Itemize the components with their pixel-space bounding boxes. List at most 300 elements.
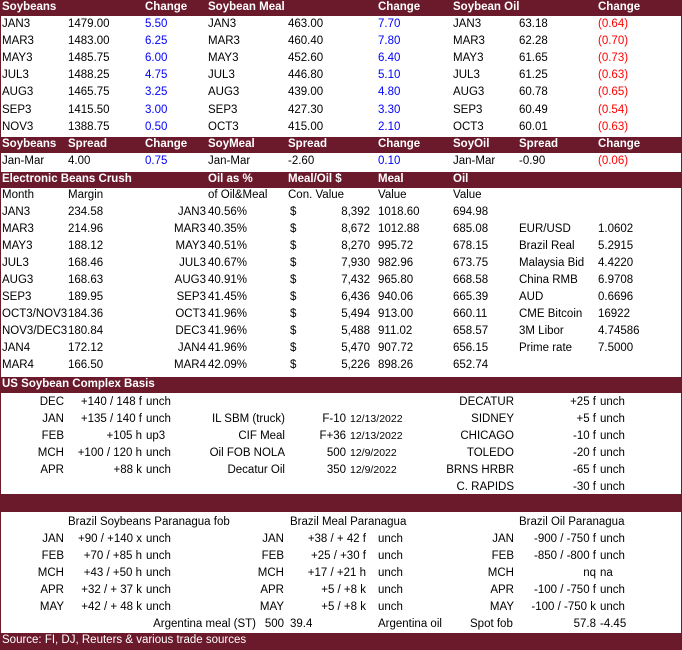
crush-margin: 172.12 xyxy=(68,342,104,354)
location-basis: +25 f xyxy=(570,396,596,408)
market-value: 7.5000 xyxy=(598,342,634,354)
oil-share: 40.35% xyxy=(208,223,248,235)
product-label: IL SBM (truck) xyxy=(211,413,285,425)
basis-change: unch xyxy=(146,464,171,476)
brazil-oil-value: -100 / -750 f xyxy=(533,584,596,596)
oil-value: 673.75 xyxy=(453,257,489,269)
crush-row xyxy=(0,205,682,222)
product-label: Decatur Oil xyxy=(227,464,285,476)
meal-month: MAR3 xyxy=(208,35,240,48)
oil-value: 665.39 xyxy=(453,291,489,303)
location-label: SIDNEY xyxy=(471,413,514,425)
crush-month-2: JAN3 xyxy=(177,206,206,218)
brazil-row xyxy=(0,566,682,583)
header-cell: Meal xyxy=(378,173,404,185)
soybeans-spread-month: Jan-Mar xyxy=(2,155,45,167)
brazil-oil-value: -100 / -750 k xyxy=(531,601,596,613)
basis-value: +135 / 140 f xyxy=(80,413,142,425)
crush-margin: 168.63 xyxy=(68,274,104,286)
soybeans-month: NOV3 xyxy=(2,120,34,133)
oil-share: 40.67% xyxy=(208,257,248,269)
meal-price: 446.80 xyxy=(288,69,324,82)
soybeans-change: 5.50 xyxy=(145,18,168,30)
currency-sign: $ xyxy=(290,257,297,269)
oil-price: 60.49 xyxy=(519,103,548,116)
brazil-oil-value: -900 / -750 f xyxy=(533,533,596,545)
meal-change: 7.70 xyxy=(378,18,401,30)
crush-row xyxy=(0,358,682,375)
market-value: 16922 xyxy=(598,308,630,320)
soybeans-change: 3.00 xyxy=(145,103,168,116)
con-value: 7,930 xyxy=(341,257,370,269)
crush-month-2: DEC3 xyxy=(175,325,206,337)
basis-month: FEB xyxy=(41,430,64,442)
oil-month: JUL3 xyxy=(453,69,480,82)
soybeans-month: JAN3 xyxy=(2,18,31,30)
meal-price: 439.00 xyxy=(288,86,324,99)
header-cell: Change xyxy=(378,138,421,150)
market-value: 0.6696 xyxy=(598,291,634,303)
meal-change: 7.80 xyxy=(378,35,401,48)
argentina-oil-v2: -4.45 xyxy=(600,618,627,630)
soybeans-change: 4.75 xyxy=(145,69,168,82)
market-label: 3M Libor xyxy=(519,325,564,337)
basis-value: +88 k xyxy=(113,464,142,476)
oil-change: (0.63) xyxy=(598,120,629,133)
oil-month: OCT3 xyxy=(453,120,484,133)
futures-header xyxy=(0,0,682,16)
oil-change: (0.63) xyxy=(598,69,629,82)
location-label: CHICAGO xyxy=(460,430,514,442)
crush-margin: 180.84 xyxy=(68,325,104,337)
location-basis: -10 f xyxy=(572,430,596,442)
con-value: 5,226 xyxy=(341,359,370,371)
header-cell: Meal/Oil $ xyxy=(288,173,342,185)
product-date: 12/13/2022 xyxy=(350,413,403,425)
soybeans-price: 1479.00 xyxy=(68,18,110,30)
meal-price: 415.00 xyxy=(288,120,324,133)
crush-month: MAY3 xyxy=(2,240,33,252)
market-value: 5.2915 xyxy=(598,240,634,252)
oil-value: 660.11 xyxy=(453,308,488,320)
brazil-soy-month: FEB xyxy=(41,550,64,562)
basis-month: MCH xyxy=(37,447,64,459)
crush-month: MAR3 xyxy=(2,223,34,235)
basis-row xyxy=(0,412,682,429)
con-value: 8,270 xyxy=(341,240,370,252)
con-value: 5,488 xyxy=(341,325,370,337)
soybeans-change: 3.25 xyxy=(145,86,168,99)
crush-month-2: SEP3 xyxy=(176,291,206,303)
product-date: 12/9/2022 xyxy=(350,447,397,459)
header-cell: Change xyxy=(378,1,421,13)
brazil-soy-value: +90 / +140 x xyxy=(78,533,142,545)
oil-price: 63.18 xyxy=(519,18,548,30)
brazil-meal-value: +25 / +30 f xyxy=(311,550,366,562)
crush-month-2: JAN4 xyxy=(177,342,206,354)
con-value: 6,436 xyxy=(341,291,370,303)
soybeans-month: JUL3 xyxy=(2,69,29,82)
basis-row xyxy=(0,395,682,412)
futures-row xyxy=(0,120,682,137)
brazil-meal-value: +17 / +21 h xyxy=(307,567,366,579)
brazil-oil-month: MAY xyxy=(489,601,514,613)
basis-value: +100 / 120 h xyxy=(77,447,142,459)
basis-row xyxy=(0,463,682,480)
location-label: TOLEDO xyxy=(466,447,514,459)
argentina-oil-v1: 57.8 xyxy=(573,618,596,630)
header-cell: Oil xyxy=(453,173,469,185)
brazil-row xyxy=(0,583,682,600)
crush-row xyxy=(0,307,682,324)
oil-price: 60.01 xyxy=(519,120,548,133)
argentina-meal-v2: 39.4 xyxy=(290,618,313,630)
header-cell: Soybean Meal xyxy=(208,1,285,13)
crush-margin: 168.46 xyxy=(68,257,104,269)
basis-change: unch xyxy=(146,413,171,425)
soybeans-price: 1488.25 xyxy=(68,69,110,82)
meal-value: 907.72 xyxy=(378,342,414,354)
meal-value: 911.02 xyxy=(378,325,413,337)
basis-month: APR xyxy=(40,464,64,476)
oil-value: 656.15 xyxy=(453,342,489,354)
brazil-meal-value: +5 / +8 k xyxy=(321,584,366,596)
product-price: 500 xyxy=(326,447,346,459)
location-change: unch xyxy=(600,413,625,425)
oil-value: 694.98 xyxy=(453,206,489,218)
crush-row xyxy=(0,341,682,358)
futures-row xyxy=(0,17,682,34)
oil-price: 60.78 xyxy=(519,86,548,99)
crush-month: OCT3/NOV3 xyxy=(2,308,68,320)
market-label: Malaysia Bid xyxy=(519,257,585,269)
brazil-oil-change: unch xyxy=(600,601,625,613)
meal-price: 460.40 xyxy=(288,35,324,48)
brazil-oil-change: unch xyxy=(600,584,625,596)
oil-price: 61.65 xyxy=(519,52,548,65)
futures-row xyxy=(0,103,682,120)
spread-row xyxy=(0,154,682,171)
oil-share: 40.51% xyxy=(208,240,248,252)
brazil-soy-change: unch xyxy=(146,533,171,545)
subheader-cell: Value xyxy=(378,189,407,201)
brazil-soybeans-title: Brazil Soybeans Paranagua fob xyxy=(68,516,230,528)
market-value: 4.74586 xyxy=(598,325,640,337)
brazil-oil-value: -850 / -800 f xyxy=(533,550,596,562)
brazil-row xyxy=(0,600,682,617)
basis-title: US Soybean Complex Basis xyxy=(2,378,155,390)
brazil-row xyxy=(0,532,682,549)
frame-border xyxy=(0,0,1,650)
meal-value: 995.72 xyxy=(378,240,414,252)
oil-spread-change: (0.06) xyxy=(598,155,629,167)
oil-month: JAN3 xyxy=(453,18,482,30)
location-basis: -65 f xyxy=(572,464,596,476)
subheader-cell: Con. Value xyxy=(288,189,345,201)
oil-value: 685.08 xyxy=(453,223,489,235)
meal-change: 4.80 xyxy=(378,86,401,99)
soybeans-spread-change: 0.75 xyxy=(145,155,168,167)
meal-change: 5.10 xyxy=(378,69,401,82)
header-cell: Soybeans xyxy=(2,1,57,13)
meal-month: SEP3 xyxy=(208,103,238,116)
argentina-oil-label: Argentina oil xyxy=(378,618,442,630)
brazil-soy-value: +42 / + 48 k xyxy=(81,601,142,613)
brazil-soy-change: unch xyxy=(146,550,171,562)
con-value: 5,494 xyxy=(341,308,370,320)
crush-row xyxy=(0,290,682,307)
oil-share: 42.09% xyxy=(208,359,248,371)
soybeans-month: AUG3 xyxy=(2,86,34,99)
location-change: unch xyxy=(600,464,625,476)
futures-row xyxy=(0,34,682,51)
product-price: 350 xyxy=(326,464,346,476)
subheader-cell: Margin xyxy=(68,189,104,201)
oil-share: 40.56% xyxy=(208,206,248,218)
header-cell: Change xyxy=(598,138,641,150)
meal-spread-month: Jan-Mar xyxy=(208,155,251,167)
basis-row xyxy=(0,446,682,463)
meal-value: 982.96 xyxy=(378,257,414,269)
crush-month-2: MAR4 xyxy=(174,359,206,371)
oil-change: (0.65) xyxy=(598,86,629,99)
futures-row xyxy=(0,85,682,102)
brazil-oil-change: unch xyxy=(600,533,625,545)
market-label: Brazil Real xyxy=(519,240,575,252)
meal-spread: -2.60 xyxy=(288,155,315,167)
oil-month: MAY3 xyxy=(453,52,484,65)
location-label: C. RAPIDS xyxy=(456,481,514,493)
soybeans-price: 1415.50 xyxy=(68,103,110,116)
con-value: 5,470 xyxy=(341,342,370,354)
market-label: Prime rate xyxy=(519,342,573,354)
crush-margin: 189.95 xyxy=(68,291,104,303)
futures-row xyxy=(0,51,682,68)
brazil-meal-month: FEB xyxy=(261,550,284,562)
oil-value: 652.74 xyxy=(453,359,489,371)
market-label: AUD xyxy=(519,291,544,303)
oil-value: 678.15 xyxy=(453,240,489,252)
argentina-oil-spot: Spot fob xyxy=(470,618,513,630)
meal-value: 1012.88 xyxy=(378,223,420,235)
subheader-cell: Month xyxy=(2,189,34,201)
crush-month: JUL3 xyxy=(2,257,29,269)
brazil-meal-change: unch xyxy=(378,584,403,596)
oil-share: 41.96% xyxy=(208,342,248,354)
crush-subheader xyxy=(0,188,682,205)
header-cell: Spread xyxy=(519,138,558,150)
oil-share: 40.91% xyxy=(208,274,248,286)
meal-price: 427.30 xyxy=(288,103,324,116)
basis-value: +140 / 148 f xyxy=(80,396,142,408)
soybeans-price: 1483.00 xyxy=(68,35,110,48)
brazil-oil-title: Brazil Oil Paranagua xyxy=(519,516,625,528)
soybeans-change: 6.25 xyxy=(145,35,168,48)
source-footer xyxy=(0,633,682,650)
basis-change: up3 xyxy=(146,430,166,442)
basis-change: unch xyxy=(146,396,171,408)
currency-sign: $ xyxy=(290,342,297,354)
market-label: China RMB xyxy=(519,274,578,286)
meal-month: JAN3 xyxy=(208,18,237,30)
brazil-soy-value: +43 / +50 h xyxy=(83,567,142,579)
crush-row xyxy=(0,324,682,341)
brazil-meal-value: +5 / +8 k xyxy=(321,601,366,613)
location-change: unch xyxy=(600,447,625,459)
crush-month: NOV3/DEC3 xyxy=(2,325,68,337)
oil-month: AUG3 xyxy=(453,86,485,99)
currency-sign: $ xyxy=(290,274,297,286)
basis-row xyxy=(0,429,682,446)
product-price: F-10 xyxy=(322,413,346,425)
brazil-soy-month: APR xyxy=(40,584,64,596)
argentina-meal-label: Argentina meal (ST) xyxy=(153,618,256,630)
basis-month: JAN xyxy=(42,413,64,425)
crush-month-2: JUL3 xyxy=(179,257,206,269)
subheader-cell: of Oil&Meal xyxy=(208,189,268,201)
oil-spread-month: Jan-Mar xyxy=(453,155,496,167)
market-value: 6.9708 xyxy=(598,274,634,286)
market-label: CME Bitcoin xyxy=(519,308,583,320)
meal-price: 452.60 xyxy=(288,52,324,65)
oil-value: 668.58 xyxy=(453,274,489,286)
brazil-oil-change: unch xyxy=(600,550,625,562)
crush-row xyxy=(0,273,682,290)
brazil-soy-value: +32 / + 37 k xyxy=(81,584,142,596)
con-value: 7,432 xyxy=(341,274,370,286)
brazil-soy-month: MCH xyxy=(37,567,64,579)
con-value: 8,672 xyxy=(341,223,370,235)
brazil-soy-value: +70 / +85 h xyxy=(83,550,142,562)
meal-change: 6.40 xyxy=(378,52,401,65)
location-basis: -20 f xyxy=(572,447,596,459)
location-label: DECATUR xyxy=(459,396,514,408)
currency-sign: $ xyxy=(290,223,297,235)
meal-month: AUG3 xyxy=(208,86,240,99)
crush-margin: 166.50 xyxy=(68,359,104,371)
brazil-soy-change: unch xyxy=(146,584,171,596)
meal-value: 965.80 xyxy=(378,274,414,286)
subheader-cell: Value xyxy=(453,189,482,201)
brazil-meal-change: unch xyxy=(378,533,403,545)
brazil-soy-month: MAY xyxy=(39,601,64,613)
crush-margin: 234.58 xyxy=(68,206,104,218)
crush-month: AUG3 xyxy=(2,274,34,286)
brazil-meal-change: unch xyxy=(378,601,403,613)
market-label: EUR/USD xyxy=(519,223,571,235)
argentina-row xyxy=(0,617,682,634)
brazil-meal-month: APR xyxy=(260,584,284,596)
meal-value: 913.00 xyxy=(378,308,414,320)
currency-sign: $ xyxy=(290,308,297,320)
crush-month-2: OCT3 xyxy=(175,308,206,320)
location-label: BRNS HRBR xyxy=(446,464,514,476)
product-label: CIF Meal xyxy=(238,430,285,442)
crush-month: JAN3 xyxy=(2,206,31,218)
basis-change: unch xyxy=(146,447,171,459)
header-cell: Change xyxy=(145,1,188,13)
oil-change: (0.54) xyxy=(598,103,629,116)
header-cell: Change xyxy=(598,1,641,13)
basis-month: DEC xyxy=(39,396,64,408)
header-cell: Electronic Beans Crush xyxy=(2,173,132,185)
meal-value: 898.26 xyxy=(378,359,414,371)
oil-change: (0.73) xyxy=(598,52,629,65)
soybeans-month: MAR3 xyxy=(2,35,34,48)
oil-change: (0.64) xyxy=(598,18,629,30)
currency-sign: $ xyxy=(290,325,297,337)
brazil-oil-month: JAN xyxy=(492,533,514,545)
currency-sign: $ xyxy=(290,359,297,371)
oil-share: 41.96% xyxy=(208,325,248,337)
location-change: unch xyxy=(600,396,625,408)
brazil-oil-month: MCH xyxy=(487,567,514,579)
soybeans-change: 0.50 xyxy=(145,120,168,133)
crush-row xyxy=(0,222,682,239)
oil-month: MAR3 xyxy=(453,35,485,48)
soybeans-change: 6.00 xyxy=(145,52,168,65)
brazil-meal-value: +38 / + 42 f xyxy=(307,533,366,545)
soybeans-spread: 4.00 xyxy=(68,155,91,167)
oil-share: 41.45% xyxy=(208,291,248,303)
meal-change: 2.10 xyxy=(378,120,401,133)
soybeans-price: 1388.75 xyxy=(68,120,110,133)
product-date: 12/9/2022 xyxy=(350,464,397,476)
brazil-oil-month: APR xyxy=(490,584,514,596)
brazil-meal-month: MCH xyxy=(257,567,284,579)
argentina-meal-v1: 500 xyxy=(264,618,284,630)
crush-month-2: MAY3 xyxy=(175,240,206,252)
brazil-meal-title: Brazil Meal Paranagua xyxy=(290,516,407,528)
crush-row xyxy=(0,256,682,273)
brazil-oil-value: nq xyxy=(583,567,596,579)
crush-header xyxy=(0,172,682,188)
source-text: Source: FI, DJ, Reuters & various trade sources xyxy=(2,634,247,646)
market-value: 4.4220 xyxy=(598,257,634,269)
brazil-row xyxy=(0,549,682,566)
brazil-soy-month: JAN xyxy=(42,533,64,545)
meal-price: 463.00 xyxy=(288,18,324,30)
header-cell: Soybeans xyxy=(2,138,57,150)
product-label: Oil FOB NOLA xyxy=(209,447,285,459)
brazil-oil-month: FEB xyxy=(491,550,514,562)
crush-margin: 188.12 xyxy=(68,240,104,252)
currency-sign: $ xyxy=(290,240,297,252)
meal-spread-change: 0.10 xyxy=(378,155,401,167)
crush-margin: 214.96 xyxy=(68,223,104,235)
market-value: 1.0602 xyxy=(598,223,634,235)
soybeans-month: MAY3 xyxy=(2,52,33,65)
oil-price: 61.25 xyxy=(519,69,548,82)
crush-month-2: AUG3 xyxy=(174,274,206,286)
location-change: unch xyxy=(600,481,625,493)
soybeans-month: SEP3 xyxy=(2,103,32,116)
oil-value: 658.57 xyxy=(453,325,489,337)
currency-sign: $ xyxy=(290,291,297,303)
header-cell: Spread xyxy=(68,138,107,150)
header-cell: Change xyxy=(145,138,188,150)
con-value: 8,392 xyxy=(341,206,370,218)
oil-change: (0.70) xyxy=(598,35,629,48)
meal-value: 940.06 xyxy=(378,291,414,303)
oil-month: SEP3 xyxy=(453,103,483,116)
currency-sign: $ xyxy=(290,206,297,218)
crush-margin: 184.36 xyxy=(68,308,104,320)
basis-separator-bar xyxy=(0,494,682,512)
crush-month: SEP3 xyxy=(2,291,32,303)
meal-month: MAY3 xyxy=(208,52,239,65)
brazil-meal-change: unch xyxy=(378,567,403,579)
